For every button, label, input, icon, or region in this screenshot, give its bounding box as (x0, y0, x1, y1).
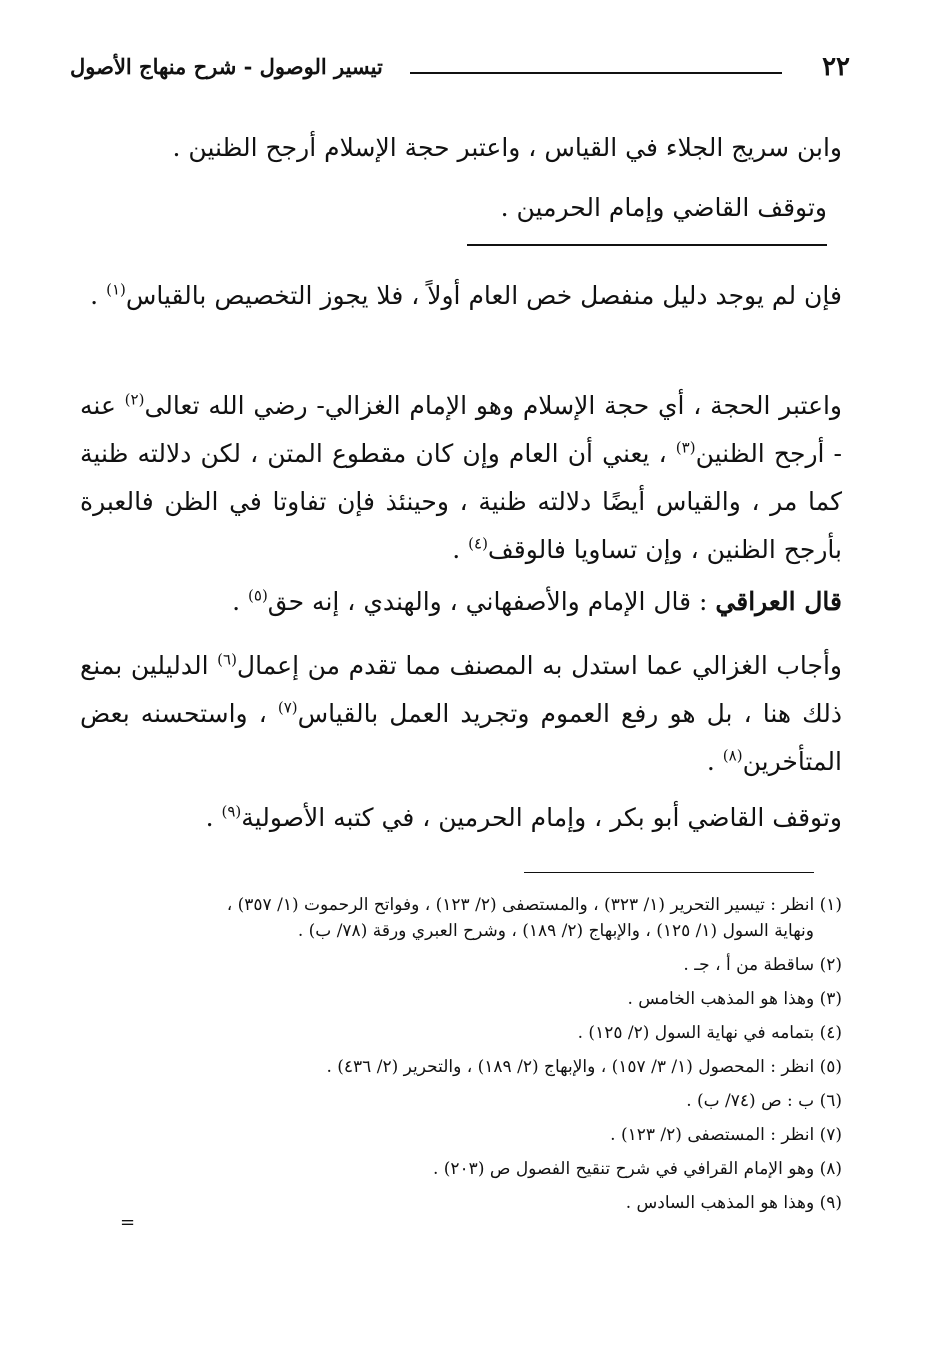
footnote-separator (524, 872, 814, 873)
quoted-text-line-1: وابن سريج الجلاء في القياس ، واعتبر حجة الإسلام أرجح الظنين . (172, 133, 842, 162)
footnote-9: (٩) وهذا هو المذهب السادس . (625, 1193, 842, 1213)
quoted-text-line-2: وتوقف القاضي وإمام الحرمين . (500, 193, 827, 222)
footnote-ref-4: (٤) (468, 534, 488, 553)
paragraph-4-part-c: ، واستحسنه بعض المتأخرين (80, 699, 842, 776)
paragraph-1-text: فإن لم يوجد دليل منفصل خص العام أولاً ، فلا يجوز التخصيص بالقياس (125, 281, 842, 310)
paragraph-5-text: وتوقف القاضي أبو بكر ، وإمام الحرمين ، في كتبه الأصولية (241, 803, 842, 832)
footnote-2: (٢) ساقطة من أ ، جـ . (683, 955, 842, 975)
footnote-1-line-1: (١) انظر : تيسير التحرير (١/ ٣٢٣) ، والمستصفى (٢/ ١٢٣) ، وفواتح الرحموت (١/ ٣٥٧) ، (226, 895, 842, 915)
running-title: تيسير الوصول - شرح منهاج الأصول (70, 54, 383, 79)
footnote-1-line-2: ونهاية السول (١/ ١٢٥) ، والإبهاج (٢/ ١٨٩) ، وشرح العبري ورقة (٧٨/ ب) . (297, 921, 814, 941)
paragraph-3-text: : قال الإمام والأصفهاني ، والهندي ، إنه حق (267, 587, 716, 616)
paragraph-2 (80, 382, 842, 574)
footnote-1 (72, 892, 842, 944)
paragraph-2-end: . (452, 535, 469, 564)
footnote-5: (٥) انظر : المحصول (١/ ٣/ ١٥٧) ، والإبهاج (٢/ ١٨٩) ، والتحرير (٢/ ٤٣٦) . (326, 1057, 842, 1077)
footnote-8: (٨) وهو الإمام القرافي في شرح تنقيح الفصول ص (٢٠٣) . (432, 1159, 842, 1179)
section-divider (467, 244, 827, 246)
footnote-ref-8: (٨) (722, 746, 743, 765)
paragraph-1 (80, 272, 842, 320)
paragraph-4-end: . (706, 747, 723, 776)
footnotes-section (72, 892, 842, 1224)
footnote-ref-5: (٥) (248, 586, 268, 605)
footnote-ref-9: (٩) (221, 802, 242, 821)
page-number: ٢٢ (822, 52, 850, 82)
paragraph-5 (80, 794, 842, 842)
footnote-ref-3: (٣) (675, 438, 696, 457)
paragraph-4 (80, 642, 842, 786)
footnote-7: (٧) انظر : المستصفى (٢/ ١٢٣) . (610, 1125, 842, 1145)
page-header (70, 52, 850, 92)
paragraph-3-author: قال العراقي (715, 587, 842, 616)
paragraph-2-part-a: واعتبر الحجة ، أي حجة الإسلام وهو الإمام الغزالي- رضي الله تعالى (144, 391, 843, 420)
paragraph-4-part-b: الدليلين بمنع ذلك هنا ، بل هو رفع العموم وتجريد العمل بالقياس (80, 651, 842, 728)
footnote-ref-2: (٢) (124, 390, 145, 409)
footnote-6: (٦) ب : ص (٧٤/ ب) . (686, 1091, 842, 1111)
margin-mark: = (120, 1212, 136, 1233)
header-rule (410, 72, 782, 74)
footnote-ref-6: (٦) (217, 650, 237, 669)
paragraph-4-part-a: وأجاب الغزالي عما استدل به المصنف مما تقدم من إعمال (236, 651, 843, 680)
paragraph-5-end: . (205, 803, 222, 832)
paragraph-2-part-b: عنه - أرجح الظنين (80, 391, 843, 468)
footnote-ref-1: (١) (106, 280, 126, 299)
footnote-ref-7: (٧) (277, 698, 298, 717)
footnote-4: (٤) بتمامه في نهاية السول (٢/ ١٢٥) . (577, 1023, 842, 1043)
paragraph-3-end: . (232, 587, 249, 616)
paragraph-2-part-c: ، يعني أن العام وإن كان مقطوع المتن ، لكن دلالته ظنية كما مر ، والقياس أيضًا دلالته ظنية ، وحينئذ فإن تفاوتا في الظن فالعبرة بأرجح الظنين ، وإن تساويا فالوقف (80, 439, 842, 564)
paragraph-3 (80, 578, 842, 626)
footnote-3: (٣) وهذا هو المذهب الخامس . (627, 989, 842, 1009)
paragraph-1-end: . (90, 281, 107, 310)
